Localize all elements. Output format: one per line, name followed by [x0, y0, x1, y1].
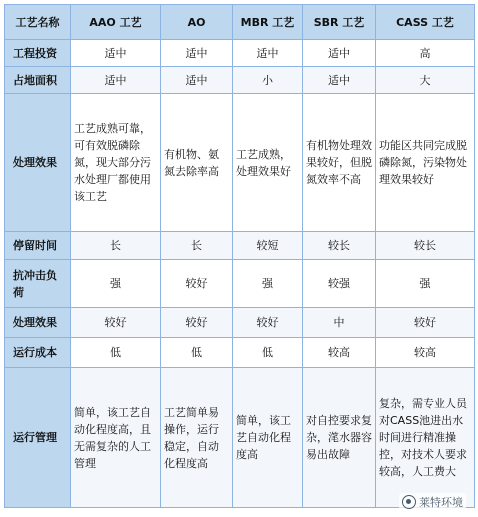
table-cell: 简单，该工艺自动化程度高，且无需复杂的人工管理: [71, 368, 161, 508]
table-row: [5, 94, 475, 232]
process-comparison-table: [4, 4, 475, 508]
table-cell: 小: [233, 67, 303, 94]
table-cell: 较短: [233, 232, 303, 260]
table-cell: 功能区共同完成脱磷除氮，污染物处理效果较好: [376, 94, 475, 232]
table-cell: 工艺成熟可靠，可有效脱磷除氮，现大部分污水处理厂都使用该工艺: [71, 94, 161, 232]
table-row: [5, 67, 475, 94]
table-cell: 工艺简单易操作，运行稳定，自动化程度高: [161, 368, 233, 508]
table-cell: 对自控要求复杂，滗水器容易出故障: [303, 368, 376, 508]
table-cell: 工艺成熟，处理效果好: [233, 94, 303, 232]
table-cell: 适中: [161, 67, 233, 94]
table-cell: 较好: [233, 308, 303, 338]
table-cell: 较强: [303, 260, 376, 308]
watermark-text: 莱特环境: [419, 496, 463, 509]
watermark: [399, 493, 466, 511]
table-cell: 低: [233, 338, 303, 368]
row-label: 运行管理: [5, 368, 71, 508]
table-body: [5, 40, 475, 508]
table-cell: 适中: [161, 40, 233, 67]
row-label: 运行成本: [5, 338, 71, 368]
table-cell: 有机物处理效果较好，但脱氮效率不高: [303, 94, 376, 232]
table-cell: 长: [161, 232, 233, 260]
table-cell: 强: [233, 260, 303, 308]
table-cell: 适中: [303, 40, 376, 67]
table-cell: 高: [376, 40, 475, 67]
table-cell: 较好: [161, 308, 233, 338]
table-cell: 低: [161, 338, 233, 368]
table-cell: 较长: [376, 232, 475, 260]
table-cell: 复杂，需专业人员对CASS池进出水时间进行精准操控，对技术人要求较高，人工费大: [376, 368, 475, 508]
table-cell: 较好: [376, 308, 475, 338]
table-cell: 适中: [303, 67, 376, 94]
table-cell: 中: [303, 308, 376, 338]
header-sbr: SBR 工艺: [303, 5, 376, 40]
table-row: [5, 232, 475, 260]
table-cell: 较高: [303, 338, 376, 368]
table-cell: 较好: [71, 308, 161, 338]
wechat-logo-icon: [402, 495, 416, 509]
table-cell: 低: [71, 338, 161, 368]
table-cell: 适中: [71, 67, 161, 94]
table-cell: 强: [71, 260, 161, 308]
row-label: 处理效果: [5, 308, 71, 338]
table-row: [5, 260, 475, 308]
table-cell: 强: [376, 260, 475, 308]
table-cell: 有机物、氨氮去除率高: [161, 94, 233, 232]
table-row: [5, 40, 475, 67]
table-cell: 简单，该工艺自动化程度高: [233, 368, 303, 508]
table-cell: 较好: [161, 260, 233, 308]
table-row: [5, 338, 475, 368]
row-label: 抗冲击负荷: [5, 260, 71, 308]
row-label: 停留时间: [5, 232, 71, 260]
header-ao: AO: [161, 5, 233, 40]
header-process-name: 工艺名称: [5, 5, 71, 40]
table-cell: 较长: [303, 232, 376, 260]
row-label: 占地面积: [5, 67, 71, 94]
table-cell: 适中: [233, 40, 303, 67]
header-cass: CASS 工艺: [376, 5, 475, 40]
table-cell: 长: [71, 232, 161, 260]
row-label: 处理效果: [5, 94, 71, 232]
header-aao: AAO 工艺: [71, 5, 161, 40]
table-header: [5, 5, 475, 40]
table-cell: 较高: [376, 338, 475, 368]
header-row: [5, 5, 475, 40]
row-label: 工程投资: [5, 40, 71, 67]
table-row: [5, 308, 475, 338]
header-mbr: MBR 工艺: [233, 5, 303, 40]
table-cell: 大: [376, 67, 475, 94]
table-row: [5, 368, 475, 508]
table-cell: 适中: [71, 40, 161, 67]
